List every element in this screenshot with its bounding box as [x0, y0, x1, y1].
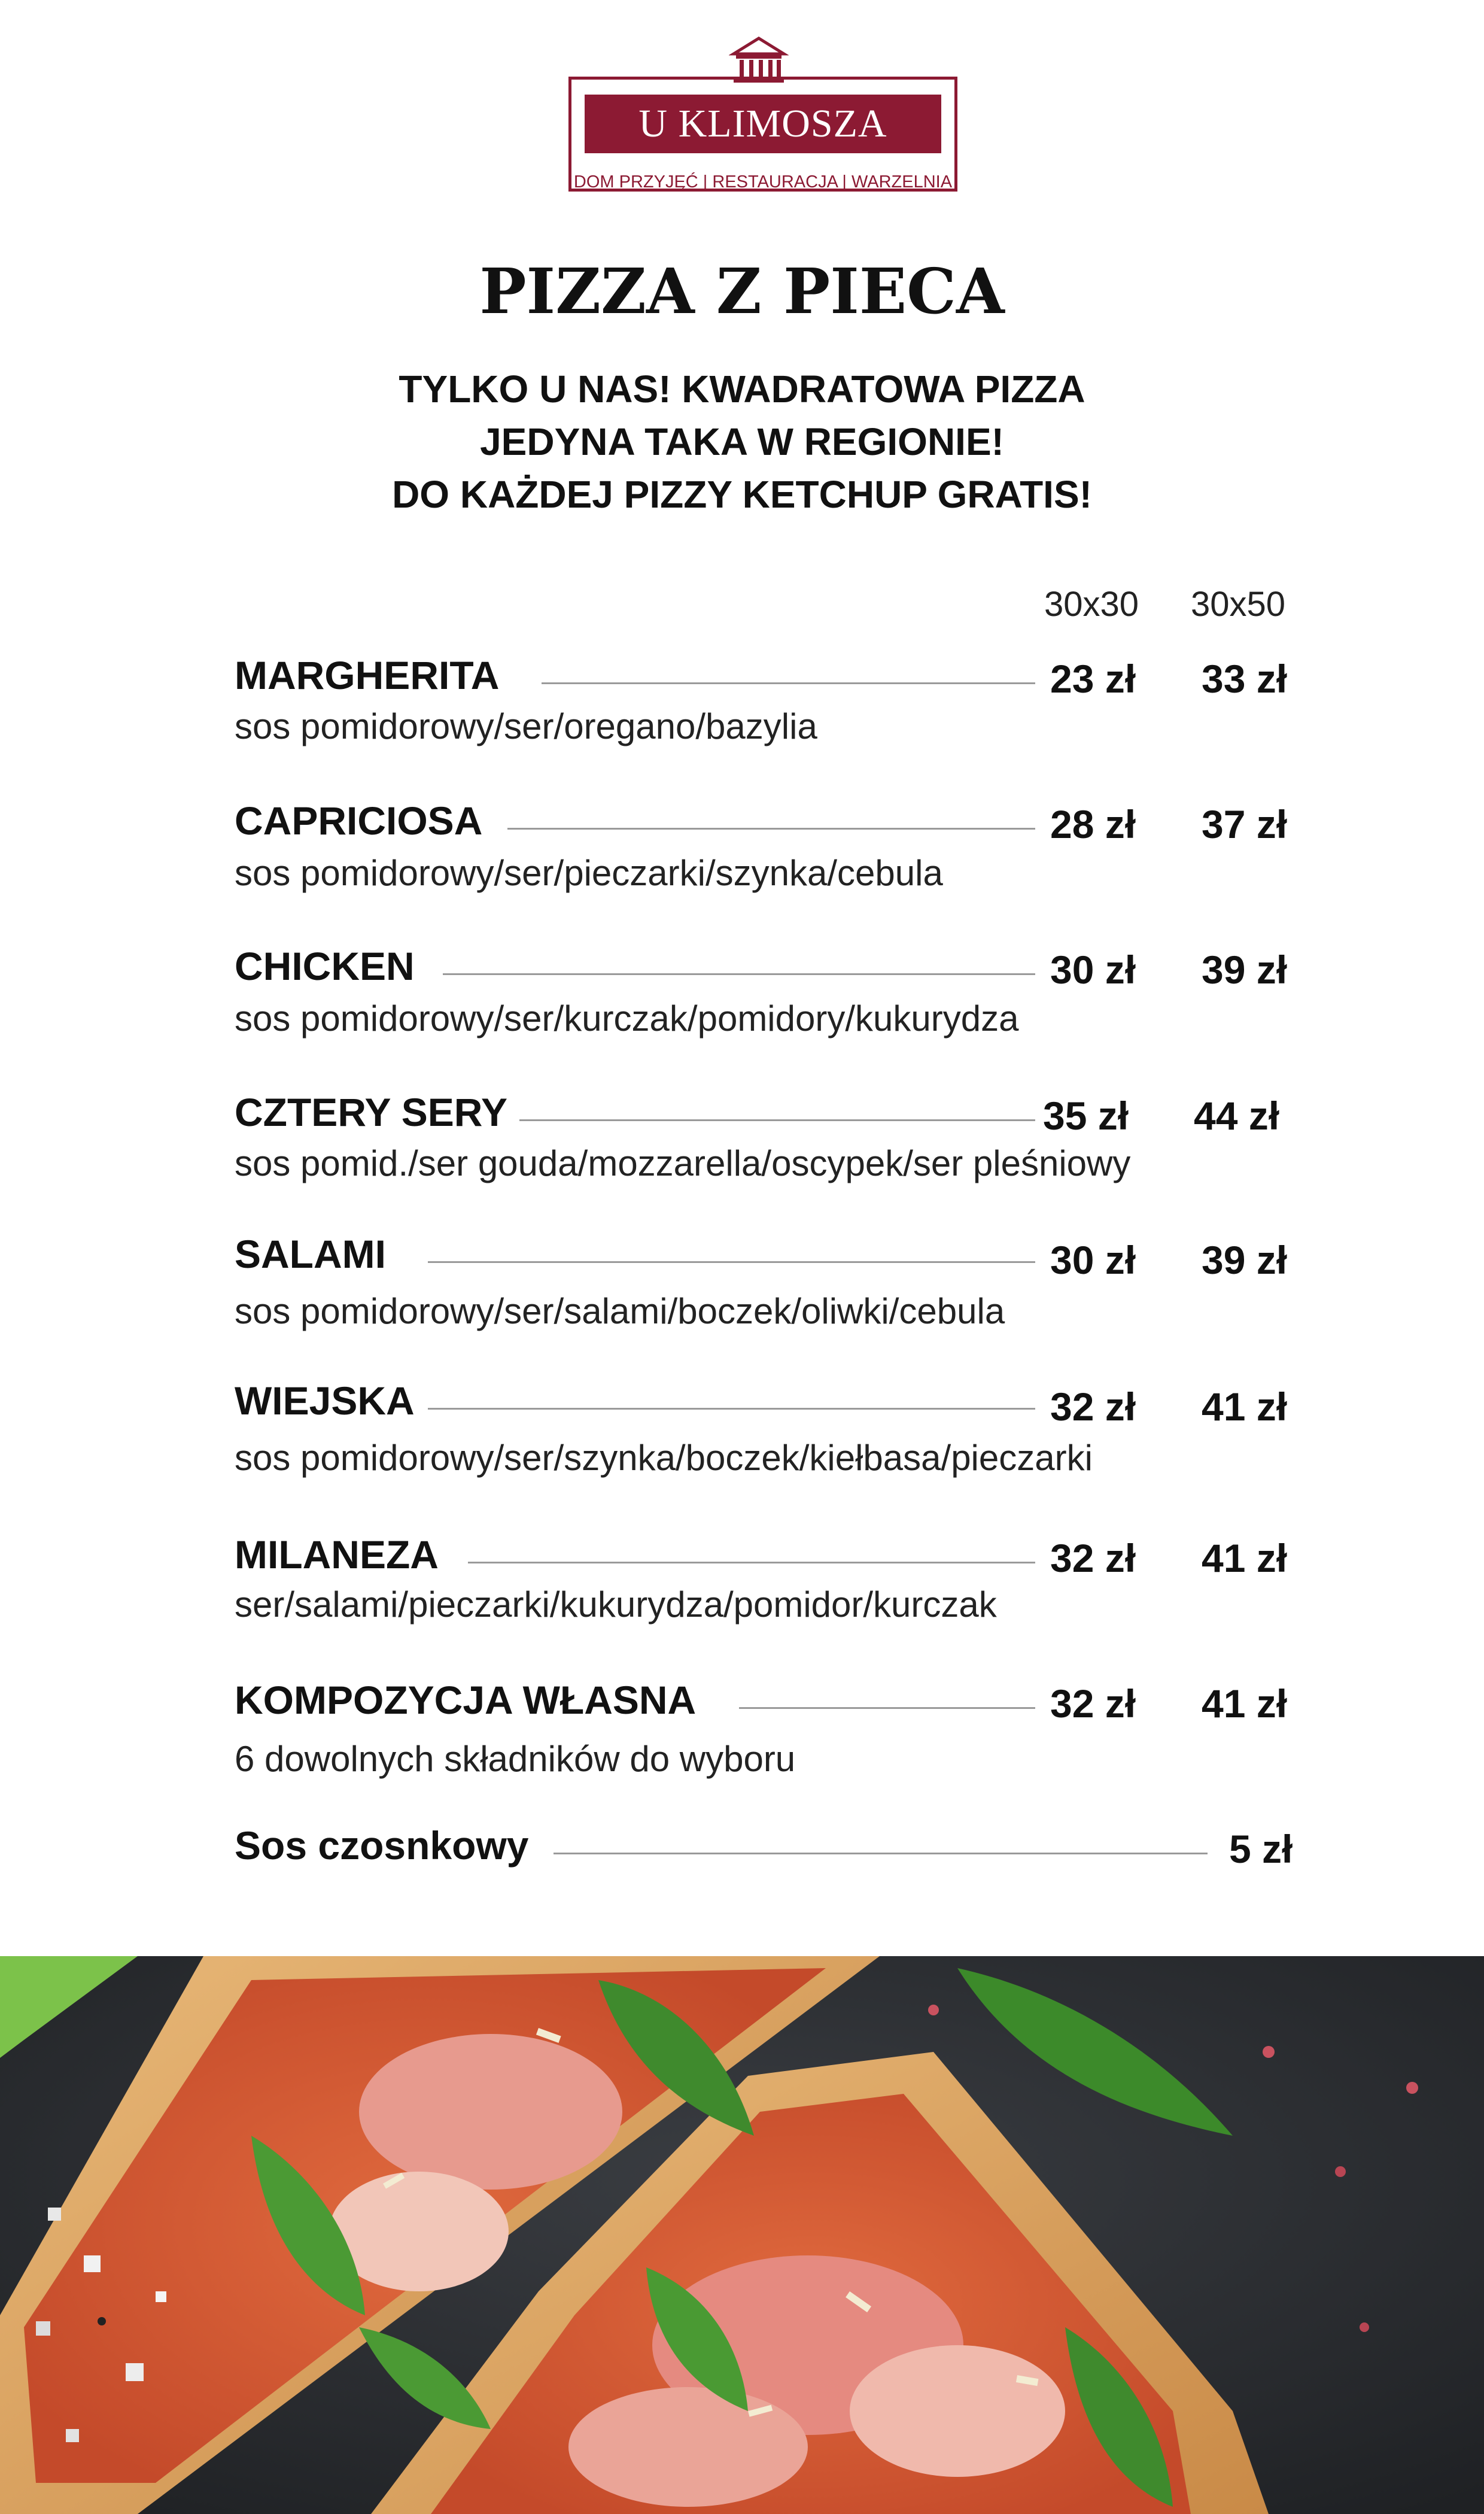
pizza-photo — [0, 1956, 1484, 2514]
price-small: 30 zł — [1050, 948, 1136, 992]
logo-name: U KLIMOSZA — [585, 95, 941, 153]
price-small: 35 zł — [1043, 1094, 1129, 1138]
price-small: 32 zł — [1050, 1536, 1136, 1580]
item-name: SALAMI — [235, 1232, 386, 1276]
item-description: 6 dowolnych składników do wyboru — [235, 1739, 796, 1779]
item-description: sos pomidorowy/ser/szynka/boczek/kiełbasa/pieczarki — [235, 1438, 1093, 1478]
dotted-leader — [428, 1261, 1035, 1263]
item-name: MILANEZA — [235, 1532, 439, 1577]
dotted-leader — [507, 828, 1035, 830]
item-description: sos pomid./ser gouda/mozzarella/oscypek/ser pleśniowy — [235, 1143, 1131, 1183]
item-description: ser/salami/pieczarki/kukurydza/pomidor/kurczak — [235, 1584, 997, 1625]
price: 5 zł — [1229, 1827, 1293, 1871]
menu-extra — [0, 1821, 1484, 1875]
dotted-leader — [428, 1408, 1035, 1410]
price-large: 33 zł — [1202, 657, 1288, 701]
item-description: sos pomidorowy/ser/salami/boczek/oliwki/cebula — [235, 1291, 1005, 1331]
size-header-large: 30x50 — [1191, 585, 1286, 624]
item-description: sos pomidorowy/ser/pieczarki/szynka/cebula — [235, 853, 943, 893]
item-name: WIEJSKA — [235, 1379, 415, 1423]
menu-item — [0, 797, 1484, 928]
menu-item — [0, 942, 1484, 1074]
logo-frame — [568, 77, 957, 192]
price-small: 28 zł — [1050, 802, 1136, 846]
price-large: 41 zł — [1202, 1681, 1288, 1726]
dotted-leader — [739, 1707, 1035, 1709]
item-name: KOMPOZYCJA WŁASNA — [235, 1678, 697, 1722]
promo-line: JEDYNA TAKA W REGIONIE! — [480, 420, 1004, 463]
menu-item — [0, 1088, 1484, 1220]
menu-item — [0, 1531, 1484, 1662]
item-description: sos pomidorowy/ser/oregano/bazylia — [235, 706, 817, 746]
price-large: 37 zł — [1202, 802, 1288, 846]
price-large: 39 zł — [1202, 1238, 1288, 1282]
price-small: 30 zł — [1050, 1238, 1136, 1282]
price-small: 23 zł — [1050, 657, 1136, 701]
menu-item — [0, 1676, 1484, 1808]
item-name: CAPRICIOSA — [235, 798, 483, 843]
menu-item — [0, 651, 1484, 783]
menu-item — [0, 1377, 1484, 1508]
promo-line: DO KAŻDEJ PIZZY KETCHUP GRATIS! — [392, 473, 1092, 516]
price-large: 41 zł — [1202, 1384, 1288, 1429]
restaurant-logo — [0, 30, 1484, 204]
price-small: 32 zł — [1050, 1681, 1136, 1726]
dotted-leader — [519, 1119, 1035, 1121]
menu-title: PIZZA Z PIECA — [479, 254, 1005, 328]
menu-item — [0, 1230, 1484, 1362]
size-header-small: 30x30 — [1044, 585, 1139, 624]
dotted-leader — [468, 1562, 1035, 1563]
dotted-leader — [542, 682, 1035, 684]
price-small: 32 zł — [1050, 1384, 1136, 1429]
dotted-leader — [554, 1853, 1208, 1854]
promo-text — [0, 363, 1484, 521]
price-large: 41 zł — [1202, 1536, 1288, 1580]
price-large: 44 zł — [1194, 1094, 1280, 1138]
item-name: MARGHERITA — [235, 653, 500, 697]
item-description: sos pomidorowy/ser/kurczak/pomidory/kukurydza — [235, 998, 1019, 1039]
promo-line: TYLKO U NAS! KWADRATOWA PIZZA — [399, 368, 1085, 411]
logo-tagline: DOM PRZYJĘĆ | RESTAURACJA | WARZELNIA — [573, 172, 953, 192]
dotted-leader — [443, 973, 1035, 975]
price-large: 39 zł — [1202, 948, 1288, 992]
item-name: Sos czosnkowy — [235, 1823, 529, 1868]
item-name: CZTERY SERY — [235, 1090, 507, 1134]
item-name: CHICKEN — [235, 944, 415, 988]
